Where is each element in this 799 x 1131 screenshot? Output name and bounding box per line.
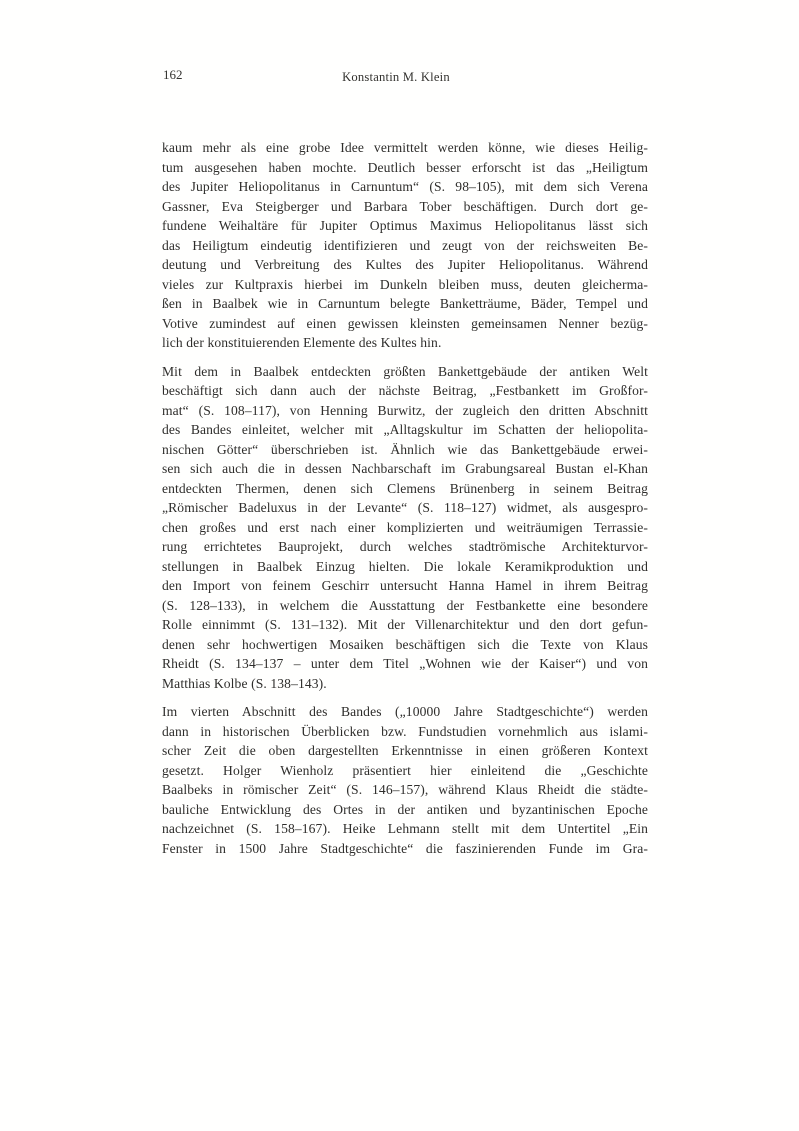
text-line: Baalbeks in römischer Zeit“ (S. 146–157), während Klaus Rheidt die städte- bbox=[162, 782, 648, 797]
text-line: tum ausgesehen haben mochte. Deutlich besser erforscht ist das „Heiligtum bbox=[162, 159, 648, 175]
paragraph bbox=[162, 362, 648, 694]
text-line: des Jupiter Heliopolitanus in Carnuntum“ (S. 98–105), mit dem sich Verena bbox=[162, 179, 648, 194]
text-line: kaum mehr als eine grobe Idee vermittelt werden könne, wie dieses Heilig- bbox=[162, 140, 648, 155]
text-line: chen großes und erst nach einer komplizierten und weiträumigen Terrassie- bbox=[162, 519, 648, 535]
text-line: mat“ (S. 108–117), von Henning Burwitz, der zugleich den dritten Abschnitt bbox=[162, 402, 648, 418]
text-line: Fenster in 1500 Jahre Stadtgeschichte“ die faszinierenden Funde im Gra- bbox=[162, 840, 648, 856]
text-line: sen sich auch die in dessen Nachbarschaft im Grabungsareal Bustan el-Khan bbox=[162, 461, 648, 476]
text-line: Votive zumindest auf einen gewissen kleinsten gemeinsamen Nenner bezüg- bbox=[162, 315, 648, 331]
text-line: scher Zeit die oben dargestellten Erkenntnisse in einen größeren Kontext bbox=[162, 743, 648, 758]
running-head: Konstantin M. Klein bbox=[342, 70, 450, 84]
text-line: deutung und Verbreitung des Kultes des Jupiter Heliopolitanus. Während bbox=[162, 257, 648, 272]
text-line: dann in historischen Überblicken bzw. Fundstudien vornehmlich aus islami- bbox=[162, 723, 648, 739]
text-line: des Bandes einleitet, welcher mit „Alltagskultur im Schatten der heliopolita- bbox=[162, 422, 648, 437]
text-line: lich der konstituierenden Elemente des Kultes hin. bbox=[162, 335, 442, 350]
text-line: (S. 128–133), in welchem die Ausstattung der Festbankette eine besondere bbox=[162, 597, 648, 613]
text-line: das Heiligtum eindeutig identifizieren und zeugt von der reichsweiten Be- bbox=[162, 237, 648, 253]
text-line: bauliche Entwicklung des Ortes in der antiken und byzantinischen Epoche bbox=[162, 801, 648, 817]
page-header bbox=[162, 66, 648, 88]
text-line: Gassner, Eva Steigberger und Barbara Tober beschäftigen. Durch dort ge- bbox=[162, 198, 648, 214]
paragraph bbox=[162, 702, 648, 858]
text-line: ßen in Baalbek wie in Carnuntum belegte Banketträume, Bäder, Tempel und bbox=[162, 296, 648, 311]
text-line: denen sehr hochwertigen Mosaiken beschäftigen sich die Texte von Klaus bbox=[162, 636, 648, 652]
page-number: 162 bbox=[163, 67, 183, 82]
text-line: nachzeichnet (S. 158–167). Heike Lehmann stellt mit dem Untertitel „Ein bbox=[162, 821, 648, 836]
text-line: fundene Weihaltäre für Jupiter Optimus Maximus Heliopolitanus lässt sich bbox=[162, 218, 648, 233]
text-line: entdeckten Thermen, denen sich Clemens Brünenberg in seinem Beitrag bbox=[162, 480, 648, 496]
text-line: rung errichtetes Bauprojekt, durch welches stadtrömische Architekturvor- bbox=[162, 539, 648, 554]
text-line: Matthias Kolbe (S. 138–143). bbox=[162, 675, 327, 691]
text-line: Rheidt (S. 134–137 – unter dem Titel „Wohnen wie der Kaiser“) und von bbox=[162, 656, 648, 671]
text-line: Rolle einnimmt (S. 131–132). Mit der Villenarchitektur und den dort gefun- bbox=[162, 617, 648, 632]
text-line: beschäftigt sich dann auch der nächste Beitrag, „Festbankett im Großfor- bbox=[162, 383, 648, 398]
text-line: Mit dem in Baalbek entdeckten größten Bankettgebäude der antiken Welt bbox=[162, 363, 648, 379]
text-line: den Import von feinem Geschirr untersucht Hanna Hamel in ihrem Beitrag bbox=[162, 578, 648, 593]
text-line: stellungen in Baalbek Einzug hielten. Die lokale Keramikproduktion und bbox=[162, 558, 648, 574]
text-line: gesetzt. Holger Wienholz präsentiert hier einleitend die „Geschichte bbox=[162, 762, 648, 778]
text-line: nischen Götter“ überschrieben ist. Ähnlich wie das Bankettgebäude erwei- bbox=[162, 441, 648, 457]
text-line: „Römischer Badeluxus in der Levante“ (S. 118–127) widmet, als ausgespro- bbox=[162, 500, 648, 515]
text-line: Im vierten Abschnitt des Bandes („10000 Jahre Stadtgeschichte“) werden bbox=[162, 704, 648, 719]
page-body bbox=[162, 138, 648, 858]
paragraph bbox=[162, 138, 648, 353]
text-line: vieles zur Kultpraxis hierbei im Dunkeln bleiben muss, deuten gleicherma- bbox=[162, 276, 648, 292]
